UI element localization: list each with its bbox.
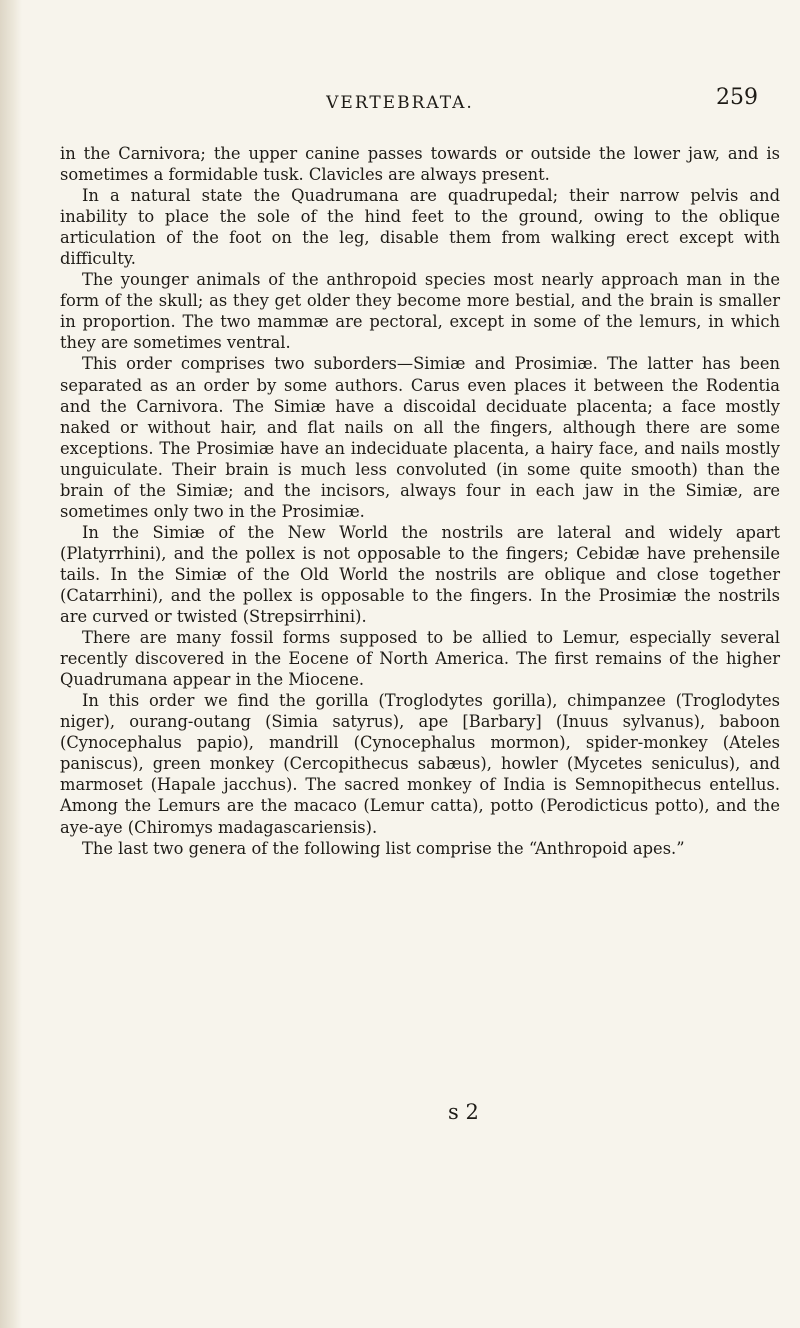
paragraph: There are many fossil forms supposed to be allied to Lemur, especially several recently discovered in the Eocene of North America. The first remains of the higher Quadrumana appear in the Miocene. <box>60 628 780 690</box>
paragraph: In a natural state the Quadrumana are quadrupedal; their narrow pelvis and inability to place the sole of the hind feet to the ground, owing to the oblique articulation of the foot on the leg, disable them from walking erect except with difficulty. <box>60 186 780 269</box>
body-text <box>60 143 780 859</box>
binding-shadow <box>0 0 22 1328</box>
paragraph: In this order we find the gorilla (Troglodytes gorilla), chimpanzee (Troglodytes niger), ourang-outang (Simia satyrus), ape [Barbary] (Inuus sylvanus), baboon (Cynocephalus papio), mandrill (Cynocephalus mormon), spider-monkey (Ateles paniscus), green monkey (Cercopithecus sabæus), howler (Mycetes seniculus), and marmoset (Hapale jacchus). The sacred monkey of India is Semnopithecus entellus. Among the Lemurs are the macaco (Lemur catta), potto (Perodicticus potto), and the aye-aye (Chiromys madagascariensis). <box>60 691 780 837</box>
signature-mark: s 2 <box>448 1100 479 1124</box>
paragraph: The younger animals of the anthropoid species most nearly approach man in the form of the skull; as they get older they become more bestial, and the brain is smaller in proportion. The two mammæ are pectoral, except in some of the lemurs, in which they are sometimes ventral. <box>60 270 780 353</box>
paragraph: In the Simiæ of the New World the nostrils are lateral and widely apart (Platyrrhini), and the pollex is not opposable to the fingers; Cebidæ have prehensile tails. In the Simiæ of the Old World the nostrils are oblique and close together (Catarrhini), and the pollex is opposable to the fingers. In the Prosimiæ the nostrils are curved or twisted (Strepsirrhini). <box>60 522 780 627</box>
paragraph: The last two genera of the following list comprise the “Anthropoid apes.” <box>82 838 685 858</box>
running-head: VERTEBRATA. <box>326 93 474 113</box>
page-number: 259 <box>716 85 758 110</box>
paragraph: in the Carnivora; the upper canine passes towards or outside the lower jaw, and is sometimes a formidable tusk. Clavicles are always present. <box>60 144 780 185</box>
paragraph: This order comprises two suborders—Simiæ and Prosimiæ. The latter has been separated as an order by some authors. Carus even places it between the Rodentia and the Carnivora. The Simiæ have a discoidal deciduate placenta; a face mostly naked or without hair, and flat nails on all the fingers, although there are some exceptions. The Prosimiæ have an indeciduate placenta, a hairy face, and nails mostly unguiculate. Their brain is much less convoluted (in some quite smooth) than the brain of the Simiæ; and the incisors, always four in each jaw in the Simiæ, are sometimes only two in the Prosimiæ. <box>60 354 780 521</box>
